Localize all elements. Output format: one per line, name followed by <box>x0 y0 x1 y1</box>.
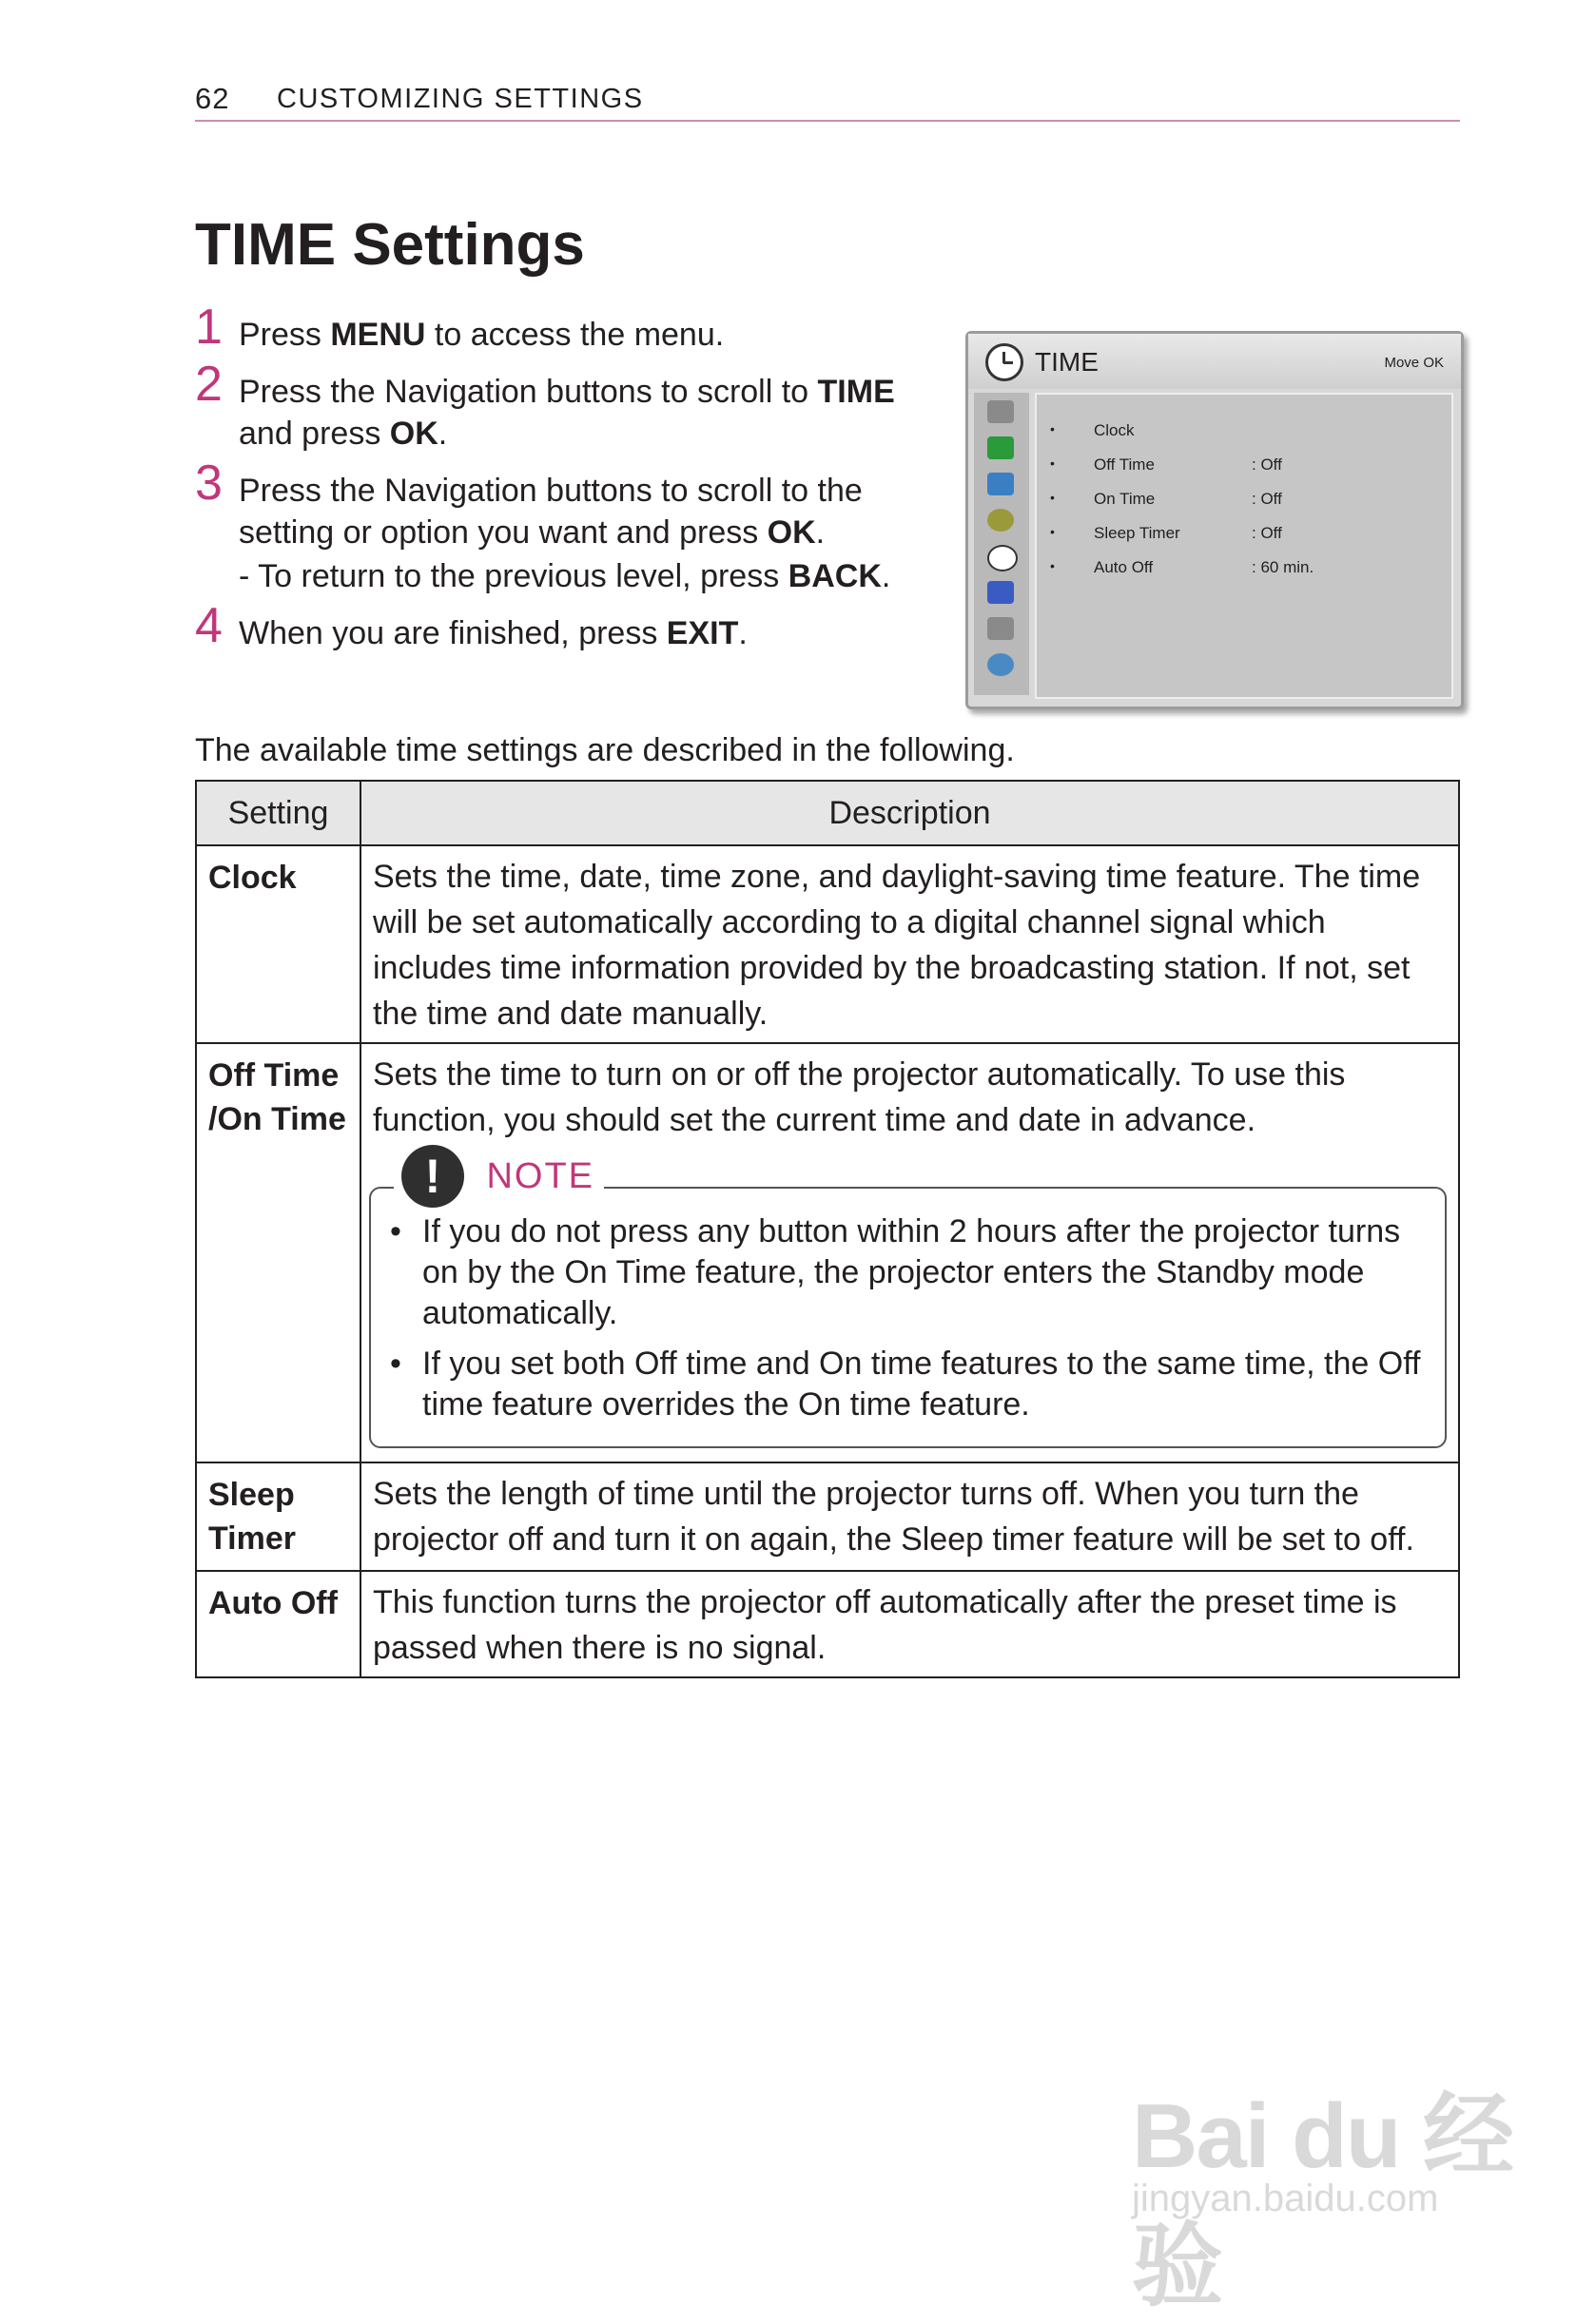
note-box <box>369 1150 1447 1448</box>
step-number: 1 <box>195 300 223 355</box>
step-3 <box>195 455 956 553</box>
bullet-icon: • <box>1050 490 1055 505</box>
note-item: • If you set both Off time and On time features to the same time, the Off time feature overrides the On time feature. <box>422 1344 1430 1425</box>
network-icon <box>987 653 1014 676</box>
table-row <box>196 1462 1459 1571</box>
baidu-watermark <box>1132 2035 1513 2317</box>
menu-value: : 60 min. <box>1252 558 1314 576</box>
header-setting: Setting <box>196 781 360 845</box>
table-row <box>196 1571 1459 1677</box>
lock-icon <box>987 581 1014 604</box>
setting-description-cell <box>360 1043 1459 1462</box>
menu-title: TIME <box>1035 347 1099 377</box>
exclamation-icon: ! <box>401 1145 464 1208</box>
header-description: Description <box>360 781 1459 845</box>
setting-name: Off Time /On Time <box>196 1043 360 1462</box>
step-1 <box>195 300 956 356</box>
setting-name: Auto Off <box>196 1571 360 1677</box>
time-menu-screenshot <box>965 331 1464 709</box>
setting-description: Sets the time to turn on or off the projector automatically. To use this function, you should set the current time and date in advance. <box>373 1056 1346 1138</box>
setting-description: Sets the length of time until the projector turns off. When you turn the projector off and turn it on again, the Sleep timer feature will be set to off. <box>360 1462 1459 1571</box>
step-number: 2 <box>195 357 223 412</box>
table-header-row <box>196 781 1459 845</box>
key-name: OK <box>767 514 816 551</box>
menu-hint: Move OK <box>1384 355 1444 371</box>
step-text: to access the menu. <box>425 317 725 353</box>
subnote-text: . <box>881 558 891 594</box>
menu-item-sleep-timer[interactable]: Sleep Timer <box>1094 524 1180 542</box>
key-name: BACK <box>788 558 882 594</box>
picture-icon <box>987 400 1014 423</box>
menu-item-on-time[interactable]: On Time <box>1094 490 1156 508</box>
note-label: NOTE <box>486 1156 595 1196</box>
step-text: . <box>815 514 826 551</box>
menu-item-off-time[interactable]: Off Time <box>1094 455 1155 474</box>
time-icon <box>987 545 1018 571</box>
step-4 <box>195 598 956 654</box>
intro-text: The available time settings are described in the following. <box>195 732 1015 768</box>
menu-header <box>968 334 1461 389</box>
menu-panel <box>1035 393 1453 699</box>
clock-icon <box>985 343 1023 381</box>
subnote-text: - To return to the previous level, press <box>239 558 788 594</box>
step-text: Press the Navigation buttons to scroll to the setting or option you want and press <box>239 473 863 551</box>
menu-item-auto-off[interactable]: Auto Off <box>1094 558 1154 576</box>
key-name: EXIT <box>666 615 739 651</box>
step-text: . <box>438 416 448 452</box>
step-3-subnote <box>195 555 956 597</box>
key-name: TIME <box>817 374 895 410</box>
watermark-url: jingyan.baidu.com <box>1132 2178 1439 2219</box>
setting-description: Sets the time, date, time zone, and daylight-saving time feature. The time will be set automatically according to a digital channel signal which includes time information provided by the broadcasting station. If not, set the time and date manually. <box>360 845 1459 1043</box>
table-row <box>196 1043 1459 1462</box>
bullet-icon: • <box>1050 524 1055 539</box>
step-text: Press the Navigation buttons to scroll to <box>239 374 818 410</box>
note-item: • If you do not press any button within 2 hours after the projector turns on by the On Time feature, the projector enters the Standby mode automatically. <box>422 1211 1430 1334</box>
note-header <box>394 1145 604 1208</box>
section-title: CUSTOMIZING SETTINGS <box>277 84 644 114</box>
audio-icon <box>987 509 1014 532</box>
steps-list <box>195 300 956 669</box>
settings-table <box>195 780 1460 1678</box>
setting-description: This function turns the projector off automatically after the preset time is passed when there is no signal. <box>360 1571 1459 1677</box>
key-name: OK <box>389 416 438 452</box>
menu-category-bar <box>974 393 1029 695</box>
page-title: TIME Settings <box>195 212 585 278</box>
bullet-icon: • <box>1050 455 1055 471</box>
menu-value: : Off <box>1252 490 1282 508</box>
bullet-icon: • <box>1050 421 1055 436</box>
step-number: 3 <box>195 455 223 511</box>
step-text: When you are finished, press <box>239 615 667 651</box>
step-text: Press <box>239 317 331 353</box>
setting-name: Sleep Timer <box>196 1462 360 1571</box>
image-icon <box>987 473 1014 495</box>
note-list <box>386 1211 1430 1425</box>
step-text: and press <box>239 416 390 452</box>
step-text: . <box>738 615 748 651</box>
menu-item-clock[interactable]: Clock <box>1094 421 1135 439</box>
screen-icon <box>987 436 1014 459</box>
step-number: 4 <box>195 598 223 653</box>
option-icon <box>987 617 1014 640</box>
menu-value: : Off <box>1252 524 1282 542</box>
watermark-logo: Bai du 经验 <box>1132 2085 1513 2317</box>
page-number: 62 <box>195 82 230 115</box>
table-row <box>196 845 1459 1043</box>
key-name: MENU <box>330 317 426 353</box>
step-2 <box>195 357 956 455</box>
menu-value: : Off <box>1252 455 1282 474</box>
setting-name: Clock <box>196 845 360 1043</box>
page-header <box>195 82 1460 122</box>
bullet-icon: • <box>1050 558 1055 573</box>
